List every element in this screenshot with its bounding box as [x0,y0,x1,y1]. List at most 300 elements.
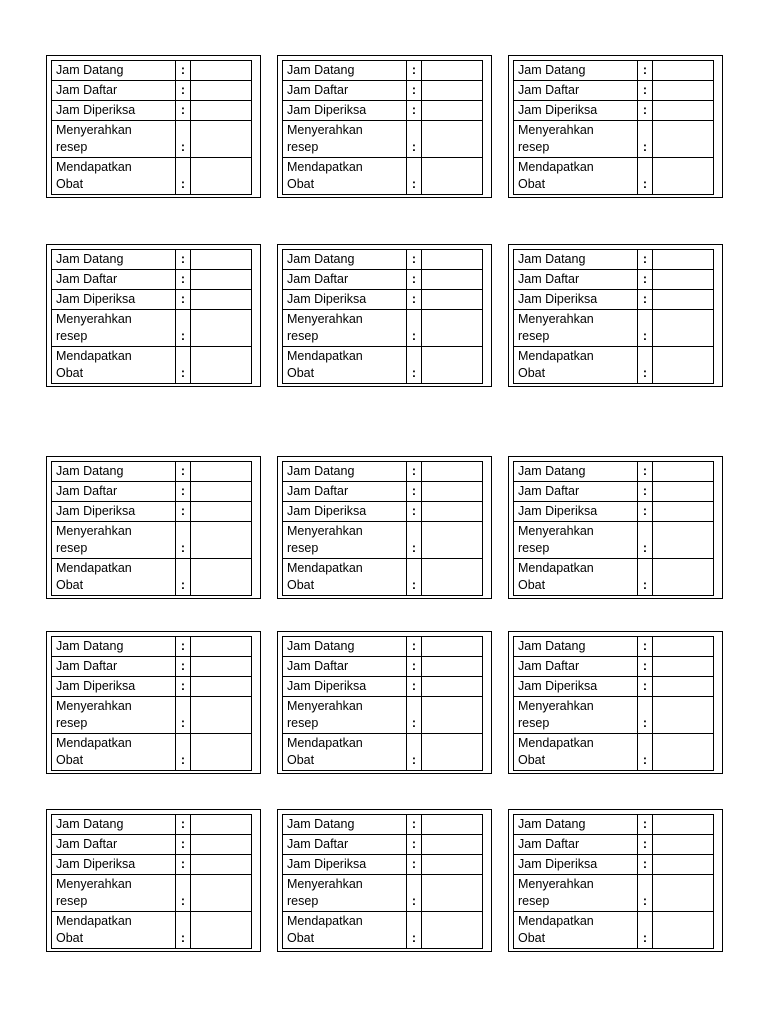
form-row-jam-diperiksa [283,855,483,875]
form-row-jam-diperiksa [514,101,714,121]
field-separator: : [176,158,191,195]
field-value-blank [191,310,252,347]
field-label: Jam Datang [52,61,176,81]
field-label: Jam Datang [514,250,638,270]
form-card [508,244,723,387]
field-label: Jam Daftar [514,81,638,101]
form-row-jam-diperiksa [514,290,714,310]
form-row-jam-diperiksa [514,855,714,875]
form-row-menyerahkan-resep [52,697,252,734]
form-table [513,814,714,949]
field-label: Menyerahkan resep [283,697,407,734]
field-value-blank [653,290,714,310]
field-separator: : [176,835,191,855]
form-row-mendapatkan-obat [52,912,252,949]
form-row-jam-datang [283,61,483,81]
field-separator: : [176,677,191,697]
field-separator: : [638,158,653,195]
field-label: Menyerahkan resep [514,697,638,734]
form-table [513,249,714,384]
field-label: Jam Diperiksa [514,290,638,310]
form-row-jam-diperiksa [283,101,483,121]
form-row-jam-datang [514,637,714,657]
form-row-jam-diperiksa [283,290,483,310]
form-table [51,60,252,195]
form-table [282,461,483,596]
field-value-blank [191,462,252,482]
field-value-blank [191,270,252,290]
form-row-jam-diperiksa [283,502,483,522]
form-row-jam-daftar [514,81,714,101]
form-row-mendapatkan-obat [514,347,714,384]
form-row-mendapatkan-obat [283,347,483,384]
field-label: Mendapatkan Obat [283,559,407,596]
field-label: Jam Datang [283,815,407,835]
field-separator: : [407,347,422,384]
field-separator: : [407,270,422,290]
field-separator: : [407,559,422,596]
form-row-mendapatkan-obat [514,158,714,195]
field-label: Jam Daftar [52,482,176,502]
field-separator: : [176,61,191,81]
field-label: Jam Diperiksa [283,101,407,121]
field-separator: : [176,559,191,596]
field-label: Menyerahkan resep [514,121,638,158]
field-label: Jam Datang [52,250,176,270]
field-label: Mendapatkan Obat [283,912,407,949]
form-row-menyerahkan-resep [514,522,714,559]
field-value-blank [653,657,714,677]
field-label: Jam Datang [283,637,407,657]
field-value-blank [653,270,714,290]
form-card [508,809,723,952]
field-label: Mendapatkan Obat [514,158,638,195]
form-row-mendapatkan-obat [52,559,252,596]
field-value-blank [653,158,714,195]
form-row-jam-datang [283,462,483,482]
form-table [282,636,483,771]
field-value-blank [191,815,252,835]
field-value-blank [422,101,483,121]
field-label: Jam Diperiksa [283,290,407,310]
field-separator: : [176,101,191,121]
field-label: Mendapatkan Obat [514,347,638,384]
field-separator: : [638,912,653,949]
field-value-blank [653,637,714,657]
field-separator: : [638,875,653,912]
field-label: Menyerahkan resep [283,121,407,158]
field-separator: : [407,815,422,835]
form-row-menyerahkan-resep [514,310,714,347]
field-label: Jam Diperiksa [52,502,176,522]
field-value-blank [653,347,714,384]
field-value-blank [191,637,252,657]
field-value-blank [422,270,483,290]
form-row-jam-daftar [283,657,483,677]
form-row-jam-diperiksa [52,101,252,121]
field-separator: : [176,734,191,771]
field-label: Jam Daftar [514,835,638,855]
field-value-blank [191,912,252,949]
field-label: Mendapatkan Obat [514,559,638,596]
field-separator: : [407,250,422,270]
form-table [513,461,714,596]
form-table [51,814,252,949]
field-separator: : [638,734,653,771]
field-label: Jam Datang [514,815,638,835]
field-separator: : [407,875,422,912]
field-label: Mendapatkan Obat [514,912,638,949]
field-separator: : [407,482,422,502]
field-value-blank [653,101,714,121]
field-separator: : [176,502,191,522]
field-separator: : [176,697,191,734]
field-separator: : [176,270,191,290]
field-separator: : [638,101,653,121]
field-value-blank [422,81,483,101]
field-separator: : [176,290,191,310]
form-row-menyerahkan-resep [514,697,714,734]
field-separator: : [638,637,653,657]
field-separator: : [407,855,422,875]
field-separator: : [638,502,653,522]
field-label: Mendapatkan Obat [514,734,638,771]
field-separator: : [638,462,653,482]
form-card [46,55,261,198]
field-label: Jam Datang [283,462,407,482]
form-row-jam-datang [52,61,252,81]
form-card [277,55,492,198]
field-value-blank [191,657,252,677]
field-separator: : [407,835,422,855]
field-value-blank [422,310,483,347]
field-value-blank [422,835,483,855]
form-table [51,461,252,596]
field-separator: : [407,734,422,771]
field-label: Jam Diperiksa [283,855,407,875]
form-row-jam-datang [514,462,714,482]
field-separator: : [176,657,191,677]
form-row-mendapatkan-obat [52,158,252,195]
field-separator: : [407,158,422,195]
form-table [282,814,483,949]
form-card [277,244,492,387]
field-value-blank [191,121,252,158]
form-row-menyerahkan-resep [283,522,483,559]
field-separator: : [176,81,191,101]
field-label: Jam Daftar [514,482,638,502]
field-separator: : [638,61,653,81]
field-value-blank [422,250,483,270]
field-value-blank [422,502,483,522]
form-card [46,244,261,387]
field-value-blank [653,502,714,522]
field-label: Mendapatkan Obat [52,158,176,195]
field-separator: : [407,310,422,347]
field-value-blank [422,158,483,195]
field-value-blank [422,61,483,81]
field-value-blank [422,657,483,677]
form-row-mendapatkan-obat [514,559,714,596]
field-value-blank [191,734,252,771]
form-row-jam-datang [283,815,483,835]
form-table [51,636,252,771]
field-value-blank [191,290,252,310]
field-value-blank [422,912,483,949]
form-row-menyerahkan-resep [283,121,483,158]
field-separator: : [176,637,191,657]
field-label: Mendapatkan Obat [283,158,407,195]
field-value-blank [422,347,483,384]
field-label: Menyerahkan resep [52,697,176,734]
form-row-menyerahkan-resep [283,875,483,912]
form-row-jam-daftar [514,657,714,677]
field-value-blank [653,559,714,596]
form-row-mendapatkan-obat [283,559,483,596]
field-label: Menyerahkan resep [514,522,638,559]
field-value-blank [653,912,714,949]
field-value-blank [422,462,483,482]
field-value-blank [422,677,483,697]
form-table [513,636,714,771]
field-label: Menyerahkan resep [52,121,176,158]
field-separator: : [638,310,653,347]
field-separator: : [176,121,191,158]
field-value-blank [191,250,252,270]
field-value-blank [422,697,483,734]
form-row-menyerahkan-resep [514,875,714,912]
field-value-blank [422,875,483,912]
field-value-blank [191,482,252,502]
field-value-blank [653,81,714,101]
field-value-blank [653,697,714,734]
field-label: Jam Diperiksa [514,855,638,875]
field-value-blank [653,310,714,347]
field-value-blank [191,559,252,596]
form-row-jam-daftar [514,835,714,855]
field-separator: : [176,855,191,875]
field-label: Jam Diperiksa [52,855,176,875]
form-row-jam-datang [52,815,252,835]
form-row-menyerahkan-resep [514,121,714,158]
field-label: Jam Diperiksa [283,677,407,697]
field-separator: : [176,462,191,482]
field-separator: : [638,657,653,677]
field-label: Jam Diperiksa [514,502,638,522]
field-value-blank [422,121,483,158]
field-separator: : [176,250,191,270]
field-separator: : [407,502,422,522]
field-label: Jam Diperiksa [52,101,176,121]
field-label: Jam Daftar [52,835,176,855]
field-label: Menyerahkan resep [283,310,407,347]
field-separator: : [176,347,191,384]
form-row-jam-datang [52,250,252,270]
form-card [277,809,492,952]
field-separator: : [407,697,422,734]
field-separator: : [638,677,653,697]
field-label: Menyerahkan resep [514,310,638,347]
form-row-menyerahkan-resep [283,697,483,734]
field-label: Jam Daftar [52,270,176,290]
form-row-jam-daftar [52,270,252,290]
field-value-blank [191,875,252,912]
field-label: Jam Daftar [514,270,638,290]
field-separator: : [638,347,653,384]
form-row-jam-daftar [52,657,252,677]
field-separator: : [638,522,653,559]
field-label: Jam Daftar [283,482,407,502]
field-label: Jam Datang [52,815,176,835]
field-value-blank [422,637,483,657]
form-row-jam-datang [283,637,483,657]
form-row-jam-diperiksa [514,502,714,522]
field-label: Menyerahkan resep [52,875,176,912]
field-label: Jam Daftar [514,657,638,677]
form-card [46,809,261,952]
field-value-blank [191,677,252,697]
form-row-mendapatkan-obat [514,912,714,949]
field-separator: : [407,121,422,158]
form-row-jam-diperiksa [52,855,252,875]
form-card [277,456,492,599]
form-row-mendapatkan-obat [52,734,252,771]
form-row-jam-daftar [283,835,483,855]
field-label: Jam Datang [514,462,638,482]
form-row-jam-daftar [52,81,252,101]
form-table [51,249,252,384]
field-separator: : [638,835,653,855]
field-value-blank [191,61,252,81]
field-separator: : [638,482,653,502]
field-label: Mendapatkan Obat [52,912,176,949]
form-row-jam-diperiksa [52,290,252,310]
field-label: Jam Daftar [52,657,176,677]
field-separator: : [638,697,653,734]
field-label: Menyerahkan resep [283,522,407,559]
form-row-jam-diperiksa [514,677,714,697]
field-separator: : [176,310,191,347]
form-row-jam-datang [514,61,714,81]
field-separator: : [407,61,422,81]
form-row-menyerahkan-resep [52,522,252,559]
form-row-jam-diperiksa [52,677,252,697]
field-label: Jam Datang [52,462,176,482]
field-separator: : [638,121,653,158]
field-label: Jam Diperiksa [52,290,176,310]
field-separator: : [176,815,191,835]
form-row-mendapatkan-obat [283,734,483,771]
field-label: Mendapatkan Obat [52,347,176,384]
field-label: Menyerahkan resep [52,522,176,559]
form-card [508,55,723,198]
form-table [513,60,714,195]
field-separator: : [638,250,653,270]
field-label: Jam Diperiksa [514,101,638,121]
field-label: Jam Diperiksa [52,677,176,697]
field-separator: : [176,522,191,559]
field-separator: : [638,270,653,290]
field-value-blank [653,462,714,482]
field-label: Menyerahkan resep [52,310,176,347]
form-row-menyerahkan-resep [283,310,483,347]
field-separator: : [407,637,422,657]
field-label: Jam Datang [283,61,407,81]
field-value-blank [191,835,252,855]
field-label: Jam Diperiksa [283,502,407,522]
form-card [46,631,261,774]
field-value-blank [191,697,252,734]
field-value-blank [191,522,252,559]
form-row-mendapatkan-obat [514,734,714,771]
field-value-blank [653,121,714,158]
form-card [46,456,261,599]
form-table [282,60,483,195]
field-separator: : [176,482,191,502]
form-row-jam-datang [52,637,252,657]
form-card [508,456,723,599]
field-value-blank [191,81,252,101]
field-value-blank [191,158,252,195]
field-value-blank [653,835,714,855]
form-row-jam-daftar [283,270,483,290]
field-label: Mendapatkan Obat [52,734,176,771]
form-row-jam-daftar [52,835,252,855]
field-value-blank [422,855,483,875]
field-separator: : [407,912,422,949]
field-label: Menyerahkan resep [514,875,638,912]
field-label: Jam Datang [514,61,638,81]
form-row-mendapatkan-obat [52,347,252,384]
field-value-blank [653,482,714,502]
form-row-jam-datang [514,815,714,835]
field-value-blank [653,855,714,875]
form-table [282,249,483,384]
field-label: Jam Datang [283,250,407,270]
field-label: Jam Daftar [283,81,407,101]
field-value-blank [191,101,252,121]
form-row-jam-datang [514,250,714,270]
field-value-blank [653,815,714,835]
field-value-blank [653,875,714,912]
field-label: Jam Daftar [283,835,407,855]
field-separator: : [407,657,422,677]
form-row-jam-daftar [283,81,483,101]
form-row-menyerahkan-resep [52,310,252,347]
field-separator: : [407,522,422,559]
field-separator: : [407,290,422,310]
field-label: Jam Datang [52,637,176,657]
field-label: Mendapatkan Obat [283,734,407,771]
field-label: Mendapatkan Obat [283,347,407,384]
form-row-jam-diperiksa [52,502,252,522]
field-value-blank [422,559,483,596]
form-row-jam-diperiksa [283,677,483,697]
field-separator: : [638,559,653,596]
field-value-blank [653,61,714,81]
field-separator: : [407,81,422,101]
field-value-blank [653,677,714,697]
form-card [277,631,492,774]
form-row-jam-daftar [514,482,714,502]
field-value-blank [422,522,483,559]
form-row-jam-daftar [52,482,252,502]
field-label: Jam Datang [514,637,638,657]
form-row-jam-datang [52,462,252,482]
form-row-mendapatkan-obat [283,912,483,949]
field-value-blank [422,815,483,835]
field-value-blank [422,482,483,502]
